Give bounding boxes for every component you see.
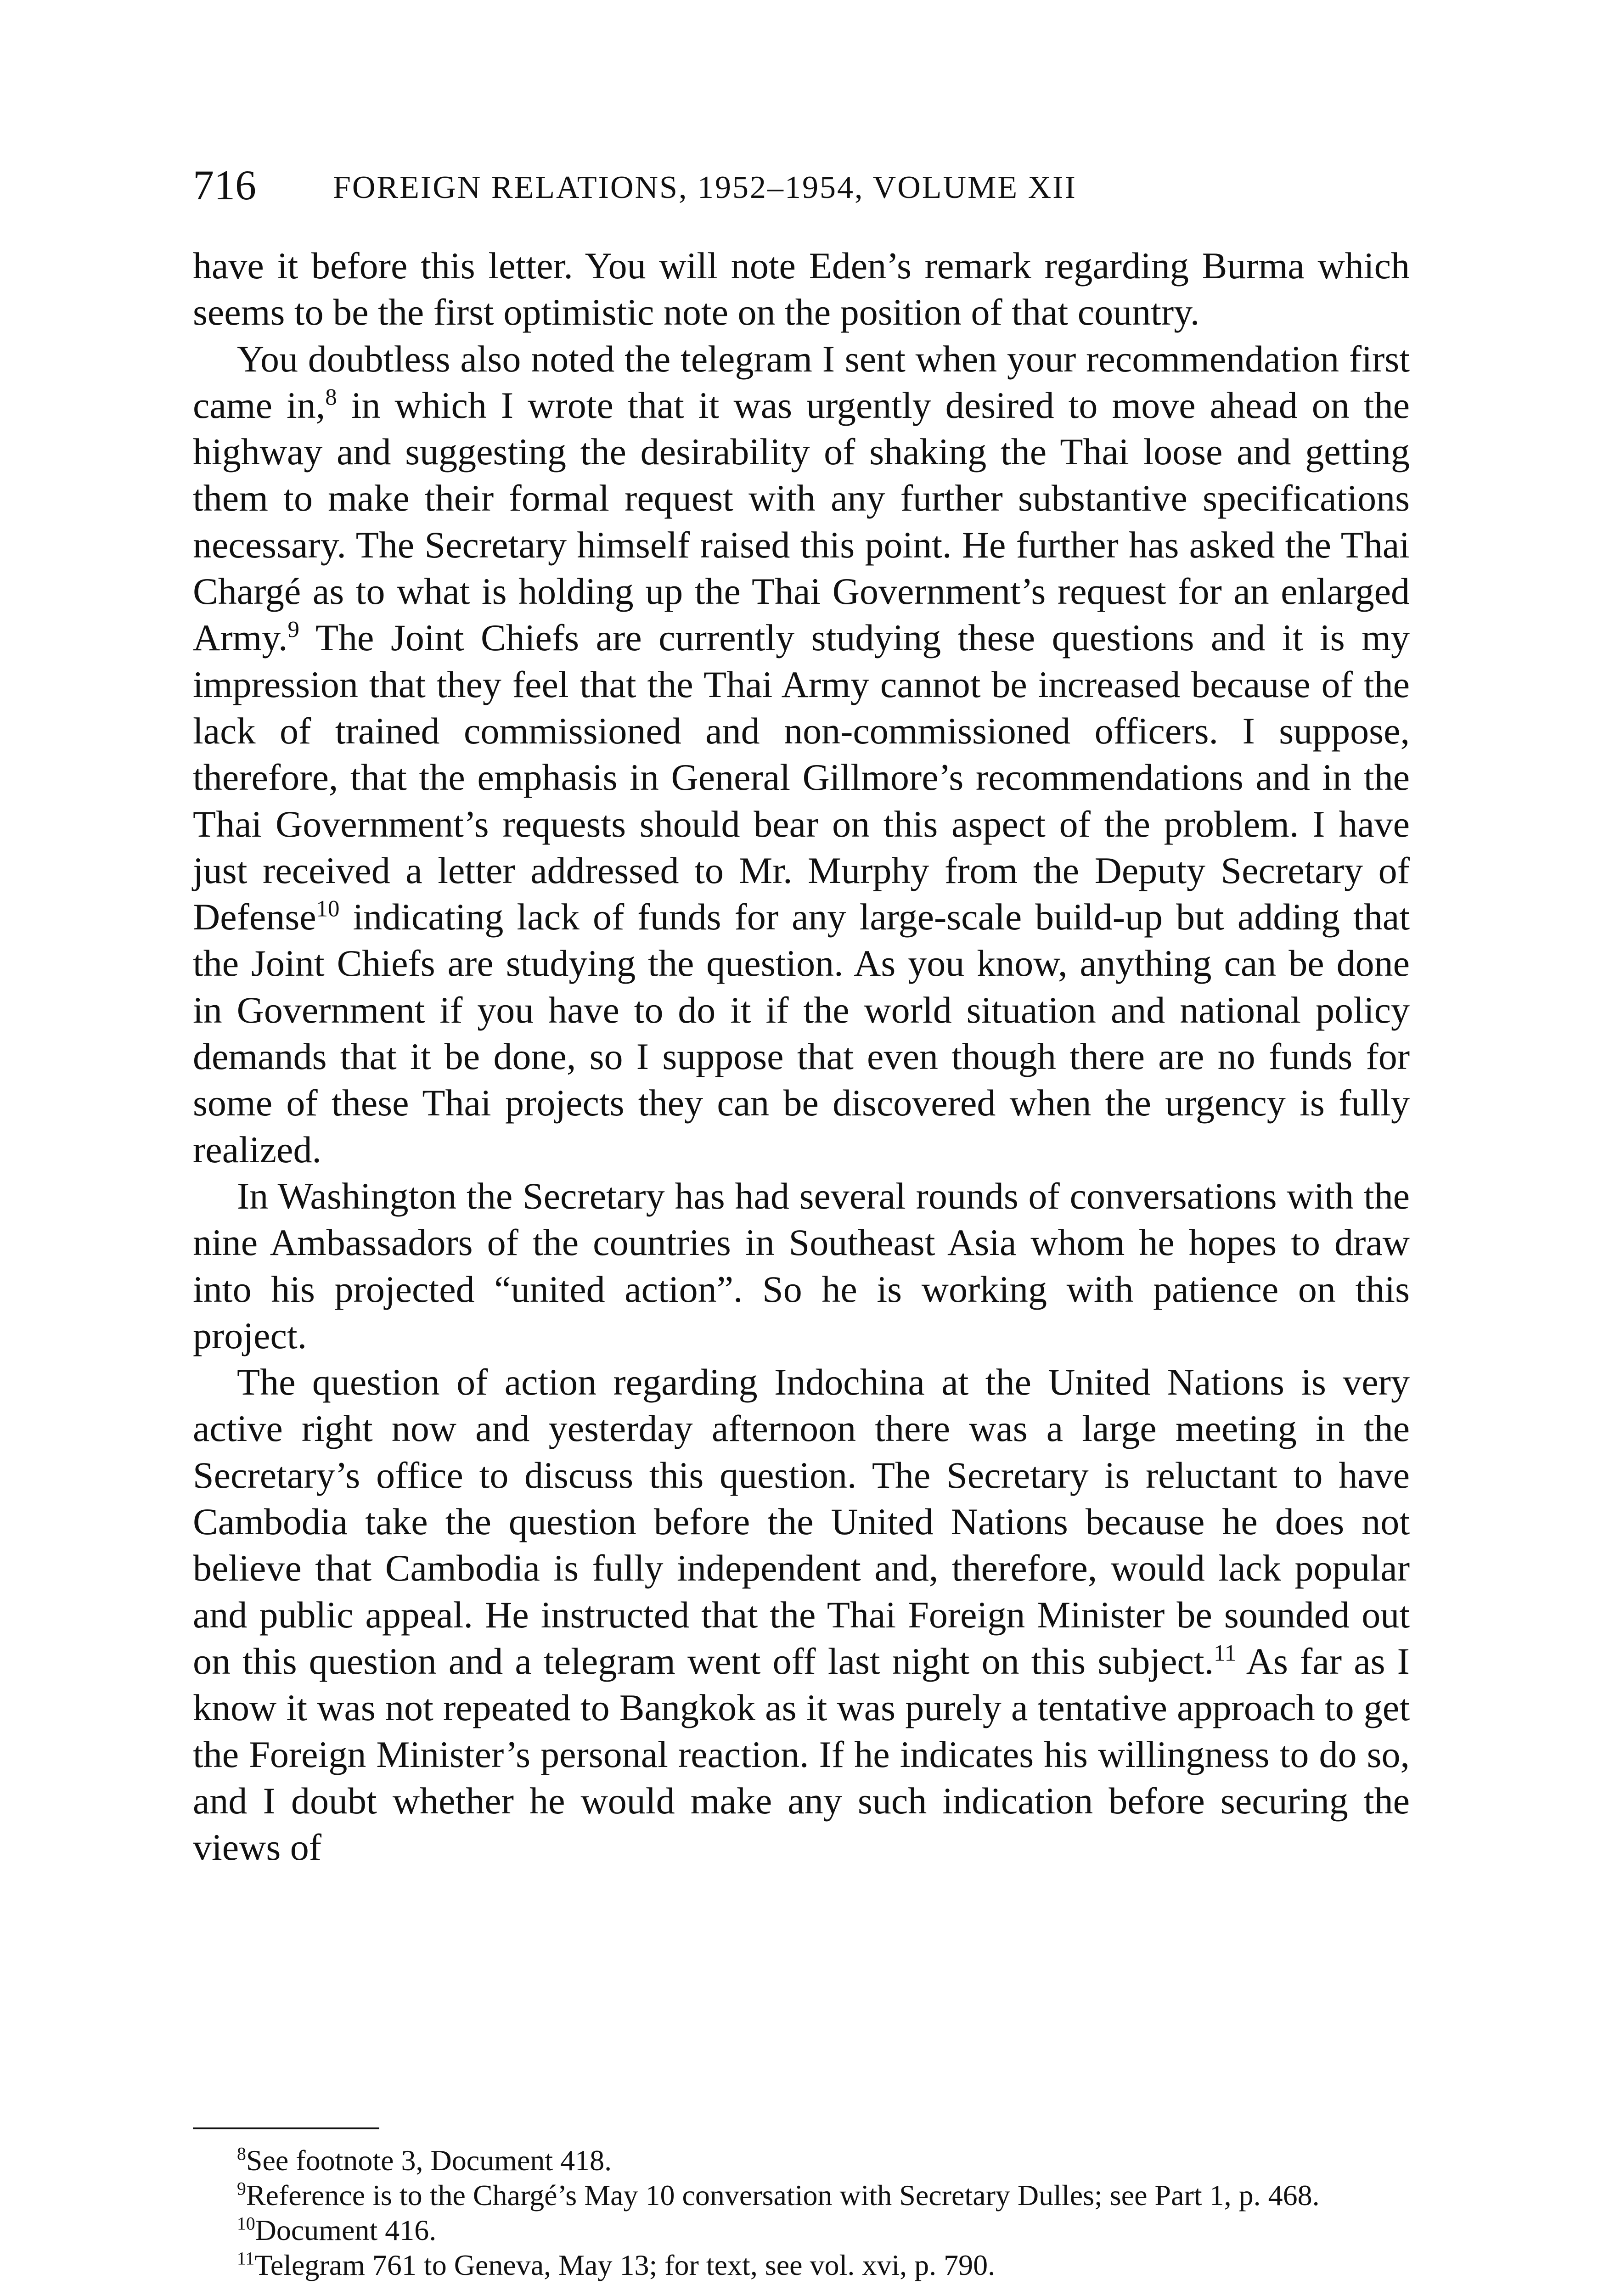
footnote-reference-9: 9 bbox=[287, 617, 299, 643]
paragraph-text: The Joint Chiefs are currently studying these questions and it is my impression that they feel that the Thai Army cannot be increased because of the lack of trained commissioned and non-commissioned officers. I suppose, therefore, that the emphasis in General Gillmore’s recommendations and in the Thai Government’s requests should bear on this aspect of the problem. I have just received a letter addressed to Mr. Murphy from the Deputy Secretary of Defense bbox=[193, 617, 1410, 938]
footnote-reference-11: 11 bbox=[1214, 1640, 1237, 1666]
main-text bbox=[193, 242, 1410, 1870]
running-head: FOREIGN RELATIONS, 1952–1954, VOLUME XII bbox=[333, 170, 1077, 205]
footnote-text: Reference is to the Chargé’s May 10 conversation with Secretary Dulles; see Part 1, p. 468. bbox=[246, 2179, 1320, 2212]
footnote-marker: 10 bbox=[237, 2213, 255, 2234]
footnote-marker: 9 bbox=[237, 2178, 246, 2199]
paragraph-continued: have it before this letter. You will note Eden’s remark regarding Burma which seems to be the first optimistic note on the position of that country. bbox=[193, 245, 1410, 333]
footnote-marker: 11 bbox=[237, 2248, 255, 2269]
paragraph-united-nations bbox=[193, 1359, 1410, 1870]
paragraph-text: As far as I know it was not repeated to Bangkok as it was purely a tentative approach to get the Foreign Minister’s personal reaction. If he indicates his willingness to do so, and I doubt whether he would make any such indication before securing the views of bbox=[193, 1640, 1410, 1868]
footnote-11 bbox=[193, 2248, 1410, 2283]
footnote-9 bbox=[193, 2178, 1410, 2213]
paragraph-text: in which I wrote that it was urgently desired to move ahead on the highway and suggesting the desirability of shaking the Thai loose and getting them to make their formal request with any further substantive specifications necessary. The Secretary himself raised this point. He further has asked the Thai Chargé as to what is holding up the Thai Government’s request for an enlarged Army. bbox=[193, 384, 1410, 659]
footnote-reference-10: 10 bbox=[316, 895, 340, 922]
paragraph-washington: In Washington the Secretary has had several rounds of conversations with the nine Ambassadors of the countries in Southeast Asia whom he hopes to draw into his projected “united action”. So he is working with patience on this project. bbox=[193, 1175, 1410, 1356]
footnote-marker: 8 bbox=[237, 2144, 246, 2164]
footnotes bbox=[193, 2143, 1410, 2283]
footnote-reference-8: 8 bbox=[325, 384, 337, 410]
page-header bbox=[193, 160, 1410, 224]
paragraph-text: The question of action regarding Indochina at the United Nations is very active right now and yesterday afternoon there was a large meeting in the Secretary’s office to discuss this question. The Secretary is reluctant to have Cambodia take the question before the United Nations because he does not believe that Cambodia is fully independent and, therefore, would lack popular and public appeal. He instructed that the Thai Foreign Minister be sounded out on this question and a telegram went off last night on this subject. bbox=[193, 1361, 1410, 1682]
footnote-text: Document 416. bbox=[255, 2214, 437, 2246]
paragraph-text: You doubtless also noted the telegram I sent when your recommendation first came in, bbox=[193, 338, 1410, 426]
footnote-10 bbox=[193, 2213, 1410, 2248]
footnote-text: Telegram 761 to Geneva, May 13; for text, see vol. xvi, p. 790. bbox=[254, 2249, 996, 2281]
paragraph-text: indicating lack of funds for any large-scale build-up but adding that the Joint Chiefs are studying the question. As you know, anything can be done in Government if you have to do it if the world situation and national policy demands that it be done, so I suppose that even though there are no funds for some of these Thai projects they can be discovered when the urgency is fully realized. bbox=[193, 896, 1410, 1171]
footnote-8 bbox=[193, 2143, 1410, 2178]
paragraph-recommendation bbox=[193, 336, 1410, 1173]
footnote-divider bbox=[193, 2127, 379, 2129]
footnote-text: See footnote 3, Document 418. bbox=[246, 2144, 612, 2177]
page-number: 716 bbox=[193, 162, 256, 208]
